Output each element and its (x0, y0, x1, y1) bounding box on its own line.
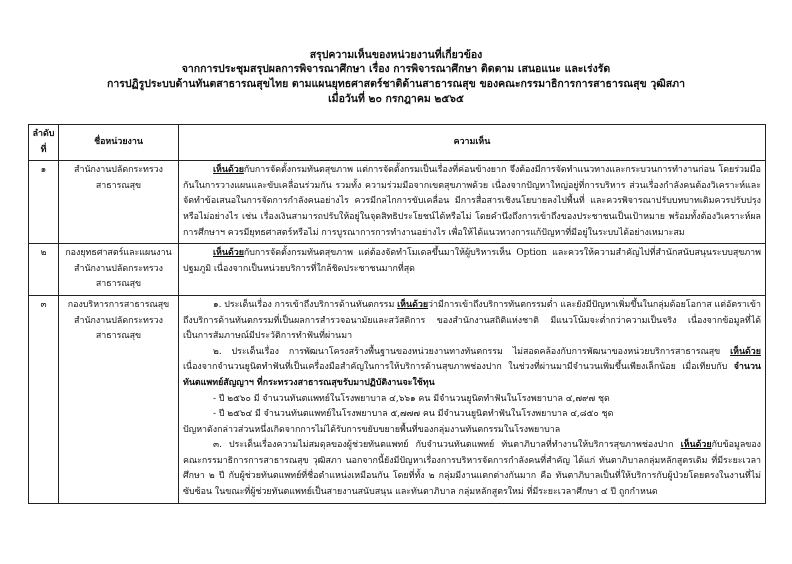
table-header-row (29, 125, 766, 161)
opinion-point-2-lead: ๒. ประเด็นเรื่อง การพัฒนาโครงสร้างพื้นฐานของหน่วยงานทางทันตกรรม ไม่สอดคล้องกับการพัฒนาของหน่วยบริการสาธารณสุข (213, 346, 721, 357)
agree-label: เห็นด้วย (397, 299, 429, 310)
opinion-cell (179, 244, 766, 296)
title-line-2: จากการประชุมสรุปผลการพิจารณาศึกษา เรื่อง การพิจารณาศึกษา ติดตาม เสนอแนะ และเร่งรัด (181, 63, 611, 75)
table-row (29, 295, 766, 503)
table-row (29, 161, 766, 244)
bullet-2560: - ปี ๒๕๖๐ มี จำนวนทันตแพทย์ในโรงพยาบาล ๔,๖๖๑ คน มีจำนวนยูนิตทำฟันในโรงพยาบาล ๔,๗๙๗ ชุด (213, 393, 610, 404)
header-agency: ชื่อหน่วยงาน (59, 125, 179, 161)
title-line-3: การปฏิรูประบบด้านทันตสาธารณสุขไทย ตามแผนยุทธศาสตร์ชาติด้านสาธารณสุข ของคณะกรรมาธิการการสาธารณสุข วุฒิสภา (106, 78, 686, 90)
row-number: ๓ (29, 295, 59, 503)
table-row (29, 244, 766, 296)
opinion-cell (179, 295, 766, 503)
agency-name: กองยุทธศาสตร์และแผนงาน สำนักงานปลัดกระทรวงสาธารณสุข (59, 244, 179, 296)
opinion-table (28, 124, 766, 504)
agree-label: เห็นด้วย (213, 248, 244, 259)
agency-name: กองบริหารการสาธารณสุข สำนักงานปลัดกระทรวงสาธารณสุข (59, 295, 179, 503)
opinion-point-2-text: เนื่องจากจำนวนยูนิตทำฟันที่เป็นเครื่องมือสำคัญในการให้บริการด้านสุขภาพช่องปาก ในช่วงที่ผ่านมามีจำนวนเพิ่มขึ้นเพียงเล็กน้อย เมื่อเทียบกับ (183, 362, 728, 373)
opinion-point-1-lead: ๑. ประเด็นเรื่อง การเข้าถึงบริการด้านทันตกรรม (213, 299, 395, 310)
title-line-4: เมื่อวันที่ ๒๐ กรกฎาคม ๒๕๖๕ (328, 93, 464, 105)
opinion-cell (179, 161, 766, 244)
title-line-1: สรุปความเห็นของหน่วยงานที่เกี่ยวข้อง (309, 49, 483, 61)
opinion-point-1-text: ว่ามีการเข้าถึงบริการทันตกรรมต่ำ และยังมีปัญหาเพิ่มขึ้นในกลุ่มด้อยโอกาส แต่อัตราเข้าถึงบริการด้านทันตกรรมที่เป็นผลการสำรวจอนามัยและสวัสดิการ ของสำนักงานสถิติแห่งชาติ มีแนวโน้มจะต่ำกว่าความเป็นจริง เนื่องจากข้อมูลที่ได้เป็นการสัมภาษณ์มีประวัติการทำฟันที่ผ่านมา (183, 299, 761, 342)
agree-label: เห็นด้วย (213, 165, 244, 176)
opinion-point-3-text: กับข้อมูลของคณะกรรมาธิการการสาธารณสุข วุฒิสภา นอกจากนี้ยังมีปัญหาเรื่องการบริหารจัดการกำลังคนที่สำคัญ ได้แก่ ทันตาภิบาลกลุ่มหลักสูตรเดิม ที่มีระยะเวลาศึกษา ๒ ปี กับผู้ช่วยทันตแพทย์ที่ชื่อตำแหน่งเหมือนกัน โดยที่ทั้ง ๒ กลุ่มมีงานแตกต่างกันมาก คือ ทันตาภิบาลเป็นที่ให้บริการกับผู้ป่วยโดยตรงในงานที่ไม่ซับซ้อน ในขณะที่ผู้ช่วยทันตแพทย์เป็นสายงานสนับสนุน และทันตาภิบาล กลุ่มหลักสูตรใหม่ ที่มีระยะเวลาศึกษา ๔ ปี ถูกกำหนด (183, 440, 761, 498)
opinion-point-3-lead: ๓. ประเด็นเรื่องความไม่สมดุลของผู้ช่วยทันตแพทย์ กับจำนวนทันตแพทย์ ทันตาภิบาลที่ทำงานให้บริการสุขภาพช่องปาก (213, 440, 674, 451)
agency-name: สำนักงานปลัดกระทรวงสาธารณสุข (59, 161, 179, 244)
opinion-point-2-bold: จำนวนทันตแพทย์สัญญาฯ ที่กระทรวงสาธารณสุขรับมาปฏิบัติงานจะใช้ทุน (183, 362, 761, 388)
opinion-text: กับการจัดตั้งกรมทันตสุขภาพ แต่การจัดตั้งกรมเป็นเรื่องที่ค่อนข้างยาก จึงต้องมีการจัดทำแนวทางและกระบวนการทำงานก่อน โดยร่วมมือกันในการวางแผนและขับเคลื่อนร่วมกัน รวมทั้ง ความร่วมมือจากเขตสุขภาพด้วย เนื่องจากปัญหาใหญ่อยู่ที่การบริหาร ส่วนเรื่องกำลังคนต้องวิเคราะห์และจัดทำข้อเสนอในการจัดการกำลังคนอย่างไร ควรมีกลไกการขับเคลื่อน มีการสื่อสารเชิงนโยบายลงไปพื้นที่ และควรพิจารณาปรับบทบาทเดิมควรปรับปรุงหรือไม่อย่างไร เช่น เรื่องเงินสามารถปรับให้อยู่ในจุดสิทธิประโยชน์ได้หรือไม่ โดยคำนึงถึงการเข้าถึงของประชาชนเป็นเป้าหมาย พร้อมทั้งต้องวิเคราะห์ผลการศึกษาฯ ควรมียุทธศาสตร์หรือไม่ การบูรณาการการทำงานอย่างไร เพื่อให้ได้แนวทางการแก้ปัญหาที่มีอยู่ในระบบได้อย่างเหมาะสม (183, 165, 761, 238)
header-opinion: ความเห็น (179, 125, 766, 161)
opinion-point-2-end: ปัญหาดังกล่าวส่วนหนึ่งเกิดจากการไม่ได้รับการขยับขยายพื้นที่ของกลุ่มงานทันตกรรมในโรงพยาบาล (183, 424, 561, 435)
row-number: ๑ (29, 161, 59, 244)
agree-label: เห็นด้วย (730, 346, 761, 357)
opinion-text: กับการจัดตั้งกรมทันตสุขภาพ แต่ต้องจัดทำโมเดลขึ้นมาให้ผู้บริหารเห็น Option และควรให้ความสำคัญไปที่สำนักสนับสนุนระบบสุขภาพปฐมภูมิ เนื่องจากเป็นหน่วยบริการที่ใกล้ชิดประชาชนมากที่สุด (183, 248, 761, 274)
header-no: ลำดับที่ (29, 125, 59, 161)
row-number: ๒ (29, 244, 59, 296)
agree-label: เห็นด้วย (680, 440, 712, 451)
bullet-2564: - ปี ๒๕๖๔ มี จำนวนทันตแพทย์ในโรงพยาบาล ๕,๗๗๗ คน มีจำนวนยูนิตทำฟันในโรงพยาบาล ๔,๘๕๐ ชุด (213, 409, 614, 420)
